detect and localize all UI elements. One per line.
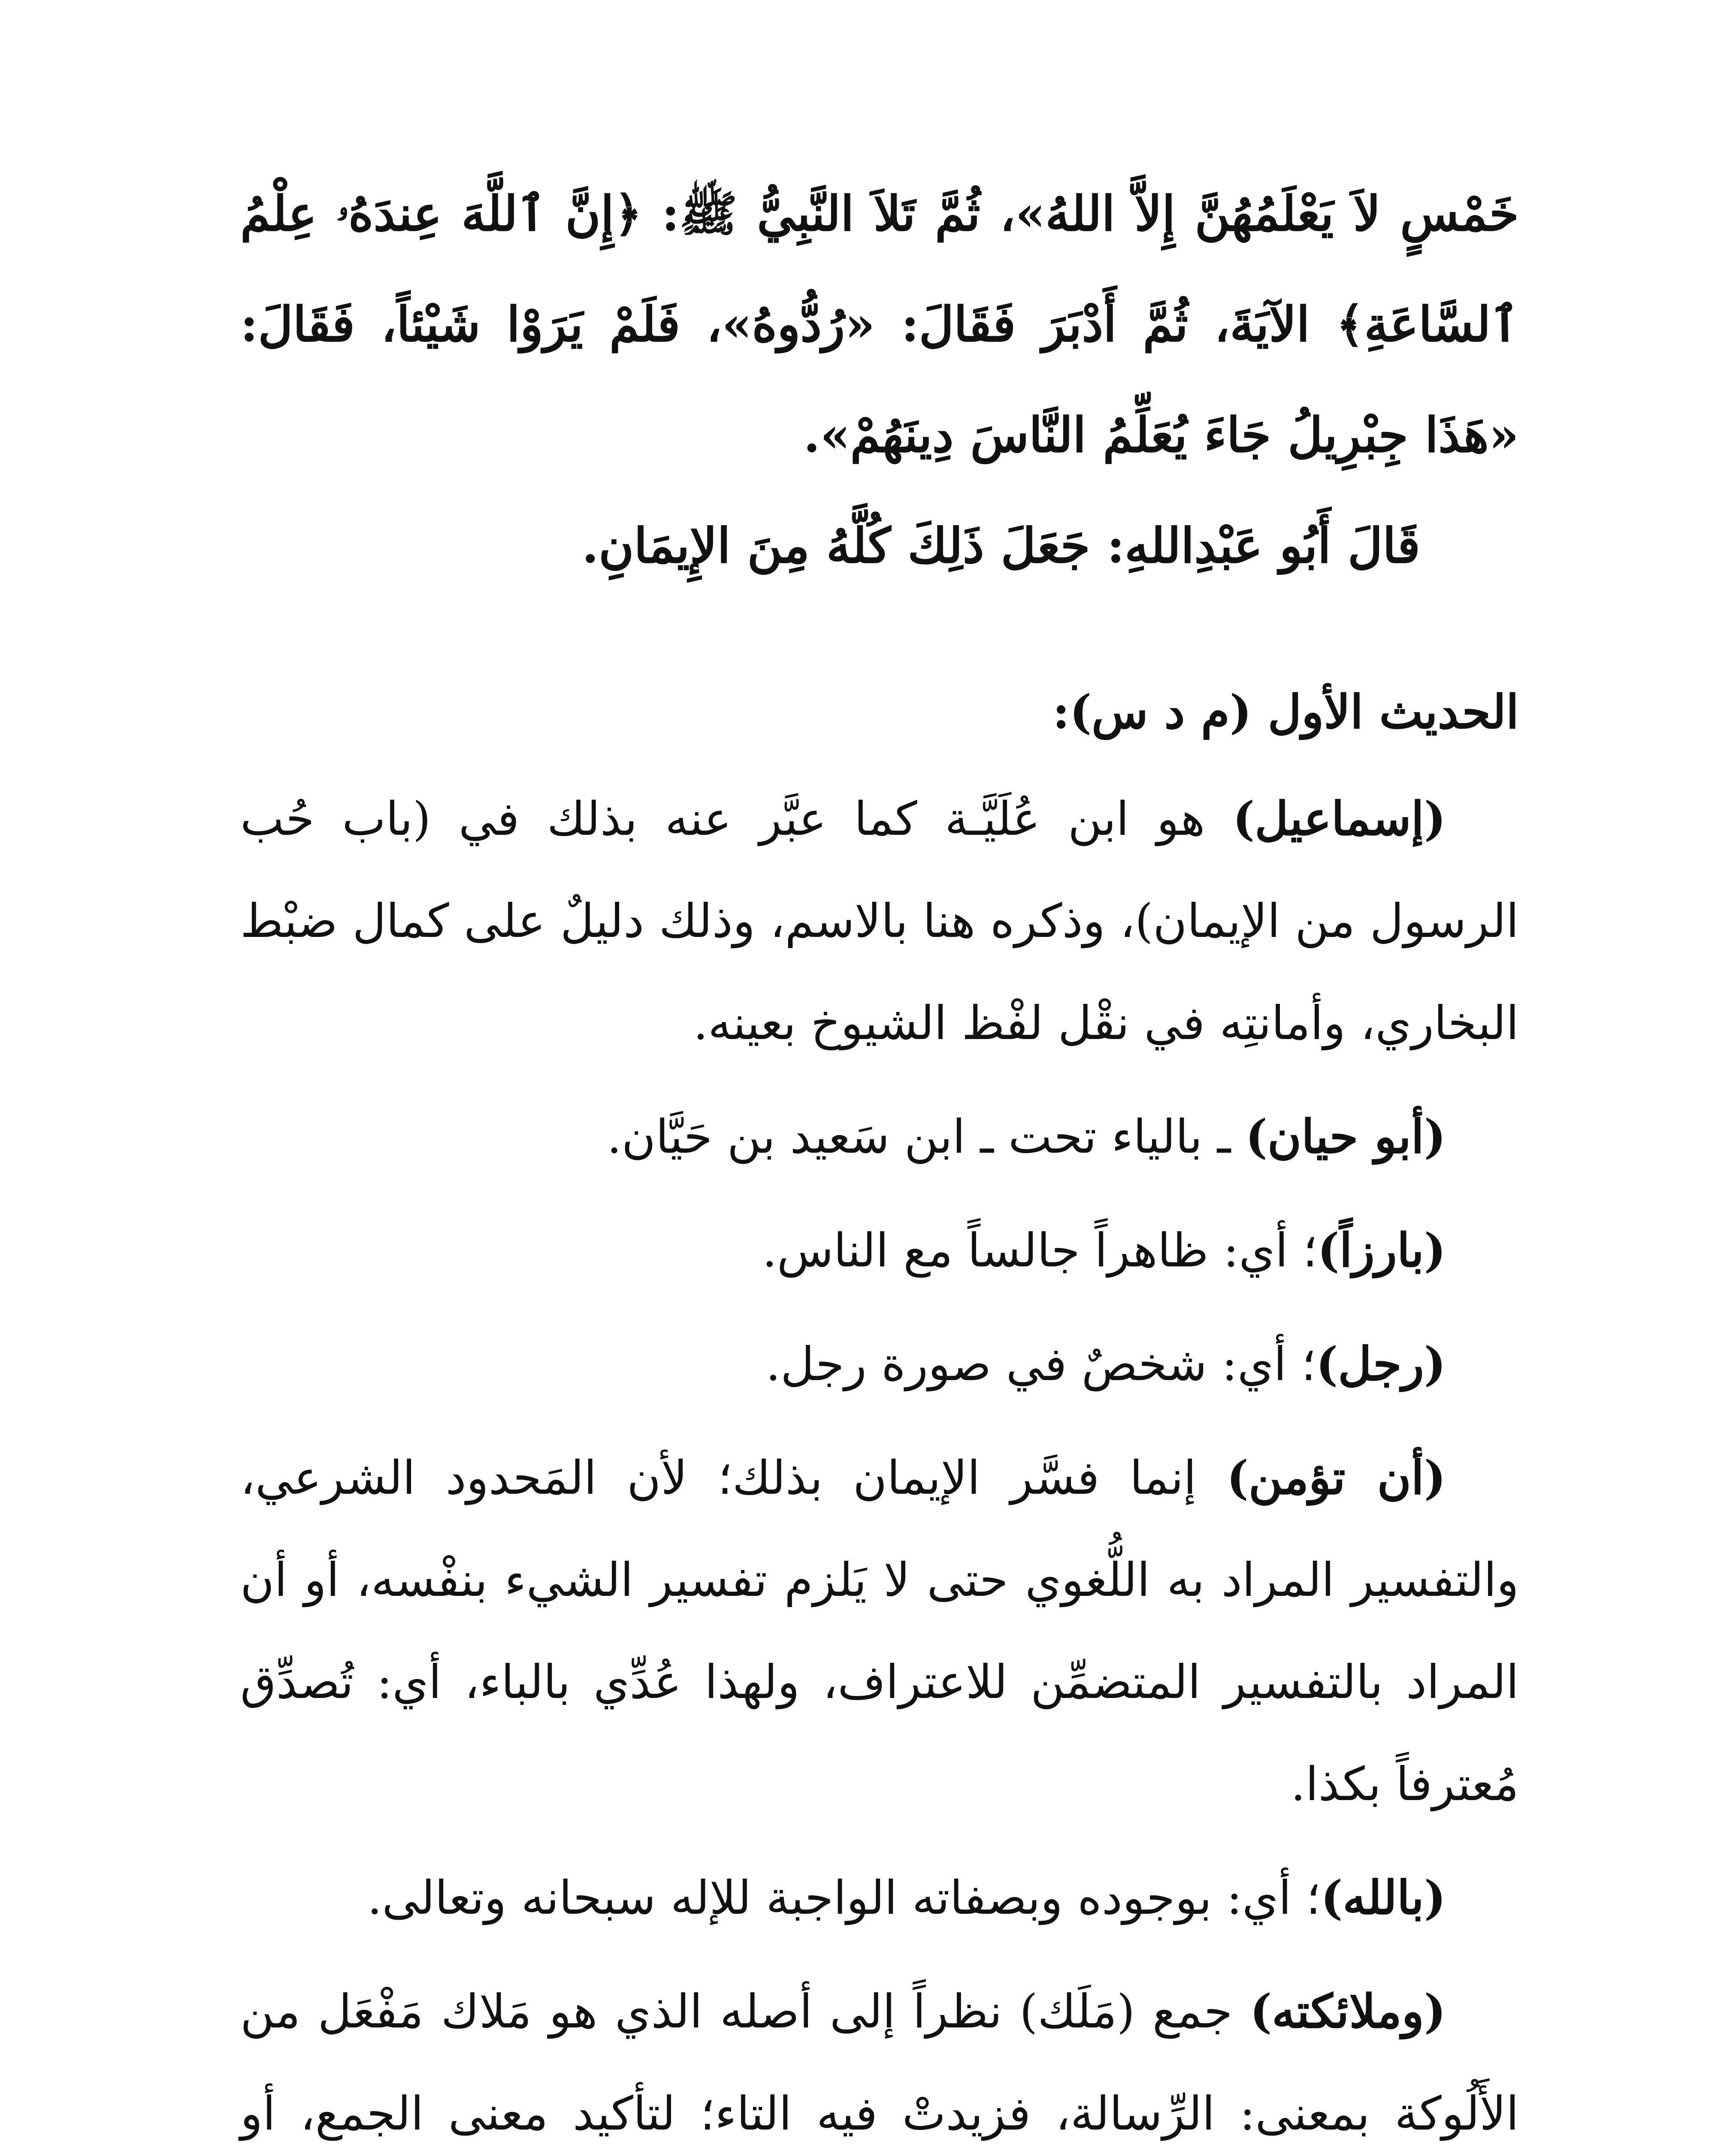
commentary-text: ؛ أي: شخصٌ في صورة رجل. <box>765 1338 1316 1391</box>
commentary-text: هو ابن عُلَيَّـة كما عبَّر عنه بذلك في (باب حُب الرسول من الإيمان)، وذكره هنا بالاسم، وذلك دليلٌ على كمال ضبْط البخاري، وأمانتِه في نقْل لفْظ الشيوخ بعينه. <box>240 792 1519 1050</box>
commentary-text: ؛ أي: بوجوده وبصفاته الواجبة للإله سبحانه وتعالى. <box>367 1871 1321 1925</box>
commentary-paragraph <box>240 1313 1519 1416</box>
commentary-term: (رجل) <box>1316 1337 1446 1391</box>
commentary-paragraph <box>240 1086 1519 1188</box>
commentary-term: (أن تؤمن) <box>1226 1451 1446 1505</box>
commentary-term: (أبو حيان) <box>1245 1110 1446 1164</box>
commentary-term: (بالله) <box>1321 1871 1446 1925</box>
commentary-block <box>240 768 1519 2145</box>
commentary-paragraph <box>240 1199 1519 1302</box>
commentary-paragraph <box>240 768 1519 1075</box>
section-heading: الحديث الأول (م د س): <box>1052 685 1519 739</box>
commentary-text: ـ بالياء تحت ـ ابن سَعيد بن حَيَّان. <box>607 1110 1246 1164</box>
commentary-term: (بارزاً) <box>1317 1224 1446 1278</box>
commentary-paragraph <box>240 1427 1519 1836</box>
commentary-paragraph <box>240 1847 1519 1949</box>
commentary-text: إنما فسَّر الإيمان بذلك؛ لأن المَحدود الشرعي، والتفسير المراد به اللُّغوي حتى لا يَلزم تفسير الشيء بنفْسه، أو أن المراد بالتفسير المتضمِّن للاعتراف، ولهذا عُدِّي بالباء، أي: تُصدِّق مُعترفاً بكذا. <box>240 1451 1519 1811</box>
author-note: قَالَ أَبُو عَبْدِاللهِ: جَعَلَ ذَلِكَ كُلَّهُ مِنَ الإِيمَانِ. <box>582 518 1420 574</box>
hadith-text-block <box>240 159 1519 601</box>
commentary-paragraph <box>240 1961 1519 2145</box>
commentary-text: جمع (مَلَك) نظراً إلى أصله الذي هو مَلاك مَفْعَل من الأَلُوكة بمعنى: الرِّسالة، فزيدتْ فيه التاء؛ لتأكيد معنى الجمع، أو <box>240 1985 1519 2141</box>
commentary-term: (إسماعيل) <box>1233 792 1446 846</box>
hadith-paragraph: خَمْسٍ لاَ يَعْلَمُهُنَّ إِلاَّ اللهُ»، ثُمَّ تَلاَ النَّبِيُّ ﷺ: ﴿إِنَّ ٱللَّهَ عِندَهُۥ عِلْمُ ٱلسَّاعَةِ﴾ الآيَةَ، ثُمَّ أَدْبَرَ فَقَالَ: «رُدُّوهُ»، فَلَمْ يَرَوْا شَيْئاً، فَقَالَ: «هَذَا جِبْرِيلُ جَاءَ يُعَلِّمُ النَّاسَ دِينَهُمْ». <box>240 186 1519 463</box>
commentary-term: (وملائكته) <box>1250 1985 1446 2039</box>
commentary-text: ؛ أي: ظاهراً جالساً مع الناس. <box>762 1224 1318 1278</box>
